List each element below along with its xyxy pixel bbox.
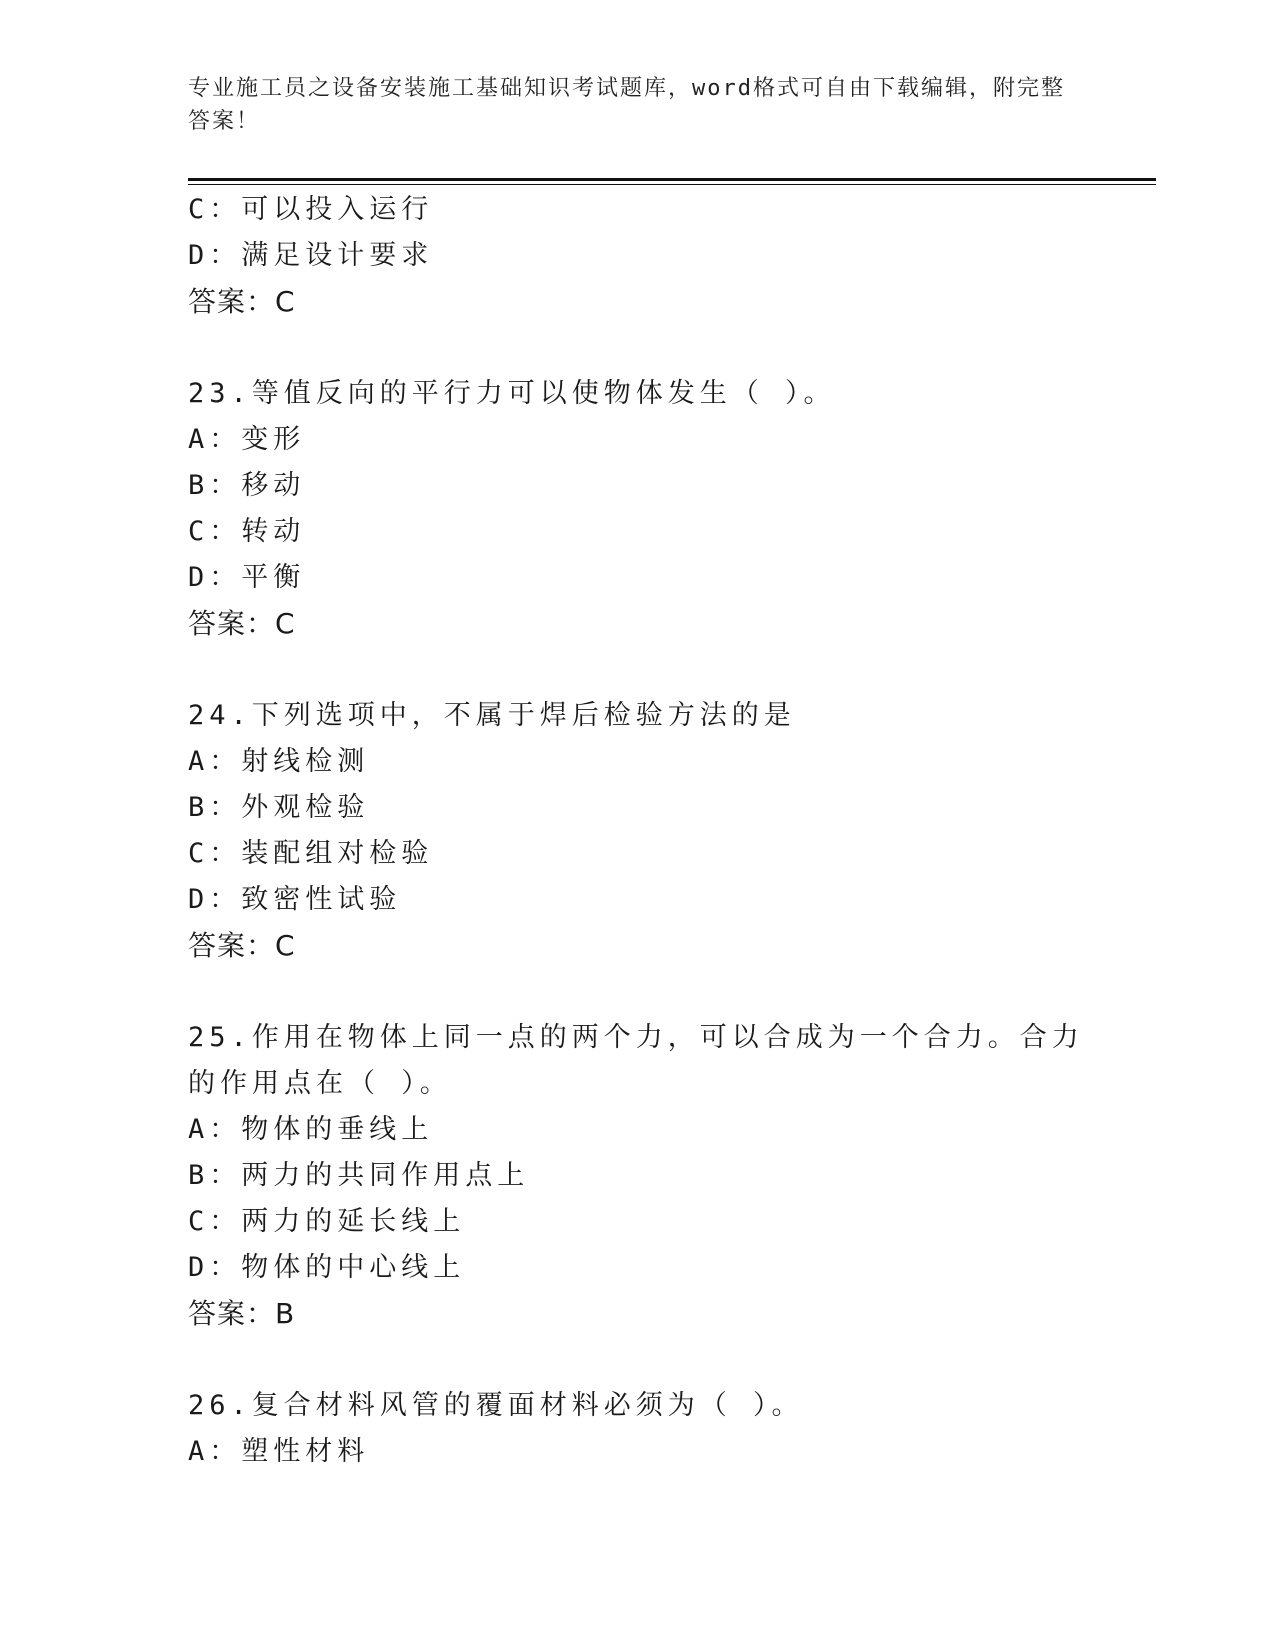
option-c: C：可以投入运行 xyxy=(188,194,434,225)
question-stem: 23.等值反向的平行力可以使物体发生（ ）。 xyxy=(188,378,836,409)
header-rule-thick xyxy=(188,178,1156,181)
option-a: A：变形 xyxy=(188,424,306,455)
option-b: B：移动 xyxy=(188,470,306,501)
question-stem: 24.下列选项中，不属于焊后检验方法的是 xyxy=(188,700,796,731)
option-c: C：装配组对检验 xyxy=(188,838,434,869)
answer-line: 答案：C xyxy=(188,285,296,318)
option-d: D：满足设计要求 xyxy=(188,240,434,271)
option-c: C：两力的延长线上 xyxy=(188,1206,466,1237)
option-b: B：外观检验 xyxy=(188,792,370,823)
spacer xyxy=(188,647,1088,693)
spacer xyxy=(188,325,1088,371)
option-d: D：致密性试验 xyxy=(188,884,402,915)
question-stem: 26.复合材料风管的覆面材料必须为（ ）。 xyxy=(188,1390,804,1421)
option-c: C：转动 xyxy=(188,516,306,547)
question-list xyxy=(188,187,1088,1475)
option-a: A：射线检测 xyxy=(188,746,370,777)
spacer xyxy=(188,969,1088,1015)
spacer xyxy=(188,1337,1088,1383)
option-a: A：物体的垂线上 xyxy=(188,1114,434,1145)
option-b: B：两力的共同作用点上 xyxy=(188,1160,530,1191)
answer-line: 答案：C xyxy=(188,607,296,640)
document-header: 专业施工员之设备安装施工基础知识考试题库，word格式可自由下载编辑，附完整答案！ xyxy=(188,76,1065,134)
question-stem: 25.作用在物体上同一点的两个力，可以合成为一个合力。合力的作用点在（ ）。 xyxy=(188,1022,1084,1099)
option-a: A：塑性材料 xyxy=(188,1436,370,1467)
option-d: D：平衡 xyxy=(188,562,306,593)
header-rule-thin xyxy=(188,184,1156,185)
answer-line: 答案：B xyxy=(188,1297,296,1330)
option-d: D：物体的中心线上 xyxy=(188,1252,466,1283)
answer-line: 答案：C xyxy=(188,929,296,962)
